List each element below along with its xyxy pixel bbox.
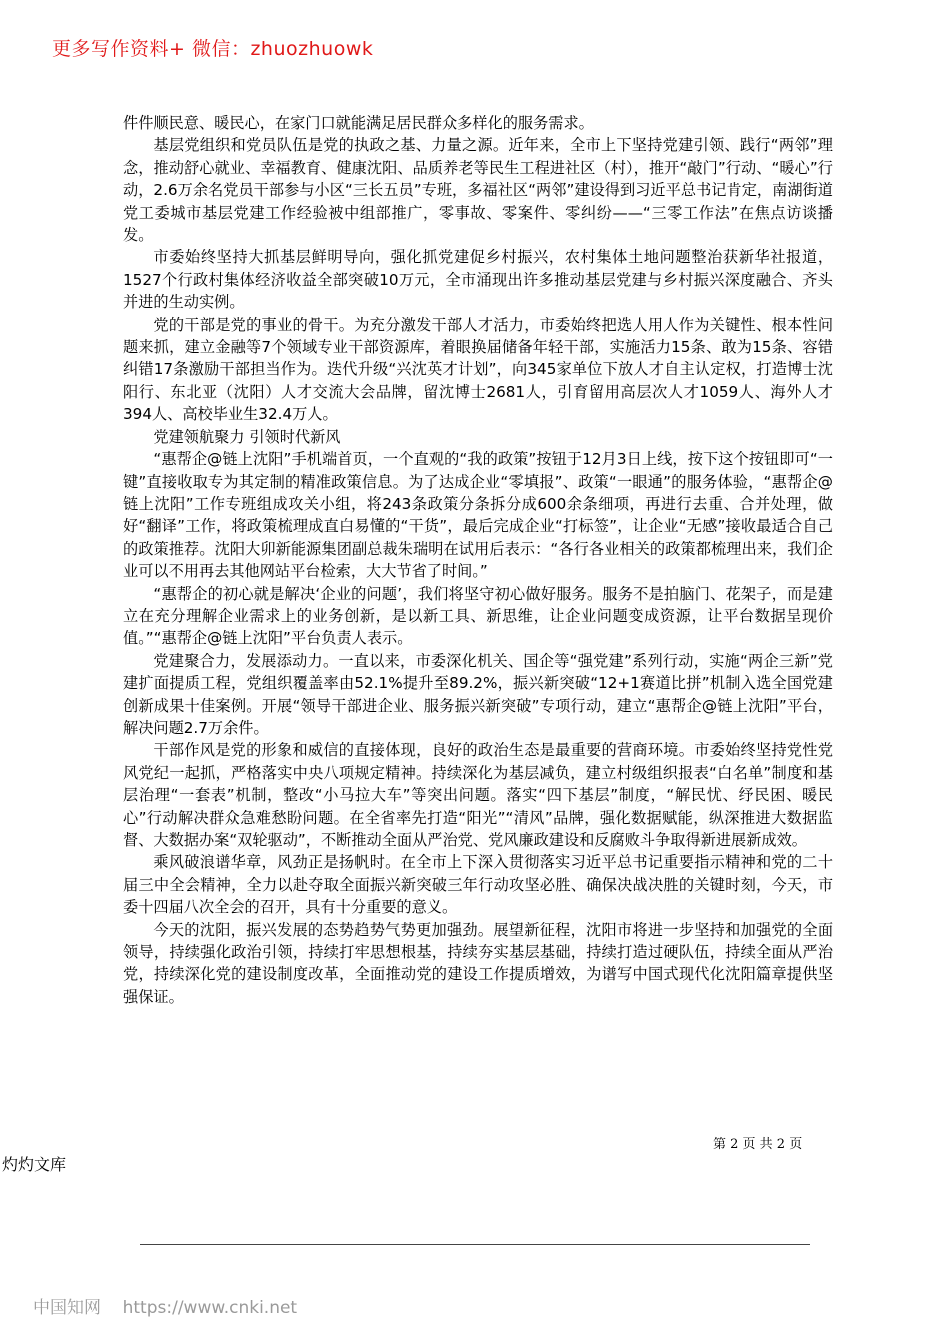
paragraph: “惠帮企的初心就是解决‘企业的问题’，我们将坚守初心做好服务。服务不是拍脑门、花架子，而是建立在充分理解企业需求上的业务创新，是以新工具、新思维，让企业问题变成资源，让平台数据呈现价值。”“惠帮企@链上沈阳”平台负责人表示。 bbox=[123, 584, 833, 648]
paragraph: 干部作风是党的形象和威信的直接体现，良好的政治生态是最重要的营商环境。市委始终坚持党性党风党纪一起抓，严格落实中央八项规定精神。持续深化为基层减负，建立村级组织报表“白名单”制度和基层治理“一套表”机制，整改“小马拉大车”等突出问题。落实“四下基层”制度，“解民忧、纾民困、暖民心”行动解决群众急难愁盼问题。在全省率先打造“阳光”“清风”品牌，强化数据赋能，纵深推进大数据监督、大数据办案“双轮驱动”，不断推动全面从严治党、党风廉政建设和反腐败斗争取得新进展新成效。 bbox=[123, 741, 833, 849]
library-name: 灼灼文库 bbox=[2, 1155, 67, 1174]
page-number: 第 2 页 共 2 页 bbox=[713, 1137, 803, 1152]
paragraph: 件件顺民意、暖民心，在家门口就能满足居民群众多样化的服务需求。 bbox=[123, 114, 594, 132]
paragraph: 今天的沈阳，振兴发展的态势趋势气势更加强劲。展望新征程，沈阳市将进一步坚持和加强党的全面领导，持续强化政治引领，持续打牢思想根基，持续夯实基层基础，持续打造过硬队伍，持续全面从严治党，持续深化党的建设制度改革，全面推动党的建设工作提质增效，为谱写中国式现代化沈阳篇章提供坚强保证。 bbox=[123, 920, 833, 1006]
section-heading: 党建领航聚力 引领时代新风 bbox=[153, 427, 341, 446]
paragraph: 乘风破浪谱华章，风劲正是扬帆时。在全市上下深入贯彻落实习近平总书记重要指示精神和党的二十届三中全会精神，全力以赴夺取全面振兴新突破三年行动攻坚必胜、确保决战决胜的关键时刻，今天，市委十四届八次全会的召开，具有十分重要的意义。 bbox=[123, 853, 833, 917]
paragraph: 市委始终坚持大抓基层鲜明导向，强化抓党建促乡村振兴，农村集体土地问题整治获新华社报道，1527个行政村集体经济收益全部突破10万元，全市涌现出许多推动基层党建与乡村振兴深度融合、齐头并进的生动实例。 bbox=[123, 248, 833, 312]
paragraph: 党建聚合力，发展添动力。一直以来，市委深化机关、国企等“强党建”系列行动，实施“两企三新”党建扩面提质工程，党组织覆盖率由52.1%提升至89.2%，振兴新突破“12+1赛道比拼”机制入选全国党建创新成果十佳案例。开展“领导干部进企业、服务振兴新突破”专项行动，建立“惠帮企@链上沈阳”平台，解决问题2.7万余件。 bbox=[123, 651, 833, 737]
article-body bbox=[123, 112, 833, 1008]
watermark: 中国知网 https://www.cnki.net bbox=[33, 1298, 298, 1318]
promo-banner: 更多写作资料+ 微信：zhuozhuowk bbox=[52, 38, 374, 60]
paragraph: 党的干部是党的事业的骨干。为充分激发干部人才活力，市委始终把选人用人作为关键性、根本性问题来抓，建立金融等7个领域专业干部资源库，着眼换届储备年轻干部，实施活力15条、敢为15条、容错纠错17条激励干部担当作为。迭代升级“兴沈英才计划”，向345家单位下放人才自主认定权，打造博士沈阳行、东北亚（沈阳）人才交流大会品牌，留沈博士2681人，引育留用高层次人才1059人、海外人才394人、高校毕业生32.4万人。 bbox=[123, 315, 833, 424]
paragraph: “惠帮企@链上沈阳”手机端首页，一个直观的“我的政策”按钮于12月3日上线，按下这个按钮即可“一键”直接收取专为其定制的精准政策信息。为了达成企业“零填报”、政策“一眼通”的服务体验，“惠帮企@链上沈阳”工作专班组成攻关小组，将243条政策分条拆分成600余条细项，再进行去重、合并处理，做好“翻译”工作，将政策梳理成直白易懂的“干货”，最后完成企业“打标签”，让企业“无感”接收最适合自己的政策推荐。沈阳大卯新能源集团副总裁朱瑞明在试用后表示：“各行各业相关的政策都梳理出来，我们企业可以不用再去其他网站平台检索，大大节省了时间。” bbox=[123, 450, 833, 581]
footer-divider bbox=[140, 1244, 810, 1245]
paragraph: 基层党组织和党员队伍是党的执政之基、力量之源。近年来，全市上下坚持党建引领、践行“两邻”理念，推动舒心就业、幸福教育、健康沈阳、品质养老等民生工程进社区（村），推开“敲门”行动、“暖心”行动，2.6万余名党员干部参与小区“三长五员”专班，多福社区“两邻”建设得到习近平总书记肯定，南湖街道党工委城市基层党建工作经验被中组部推广，零事故、零案件、零纠纷——“三零工作法”在焦点访谈播发。 bbox=[123, 136, 833, 245]
